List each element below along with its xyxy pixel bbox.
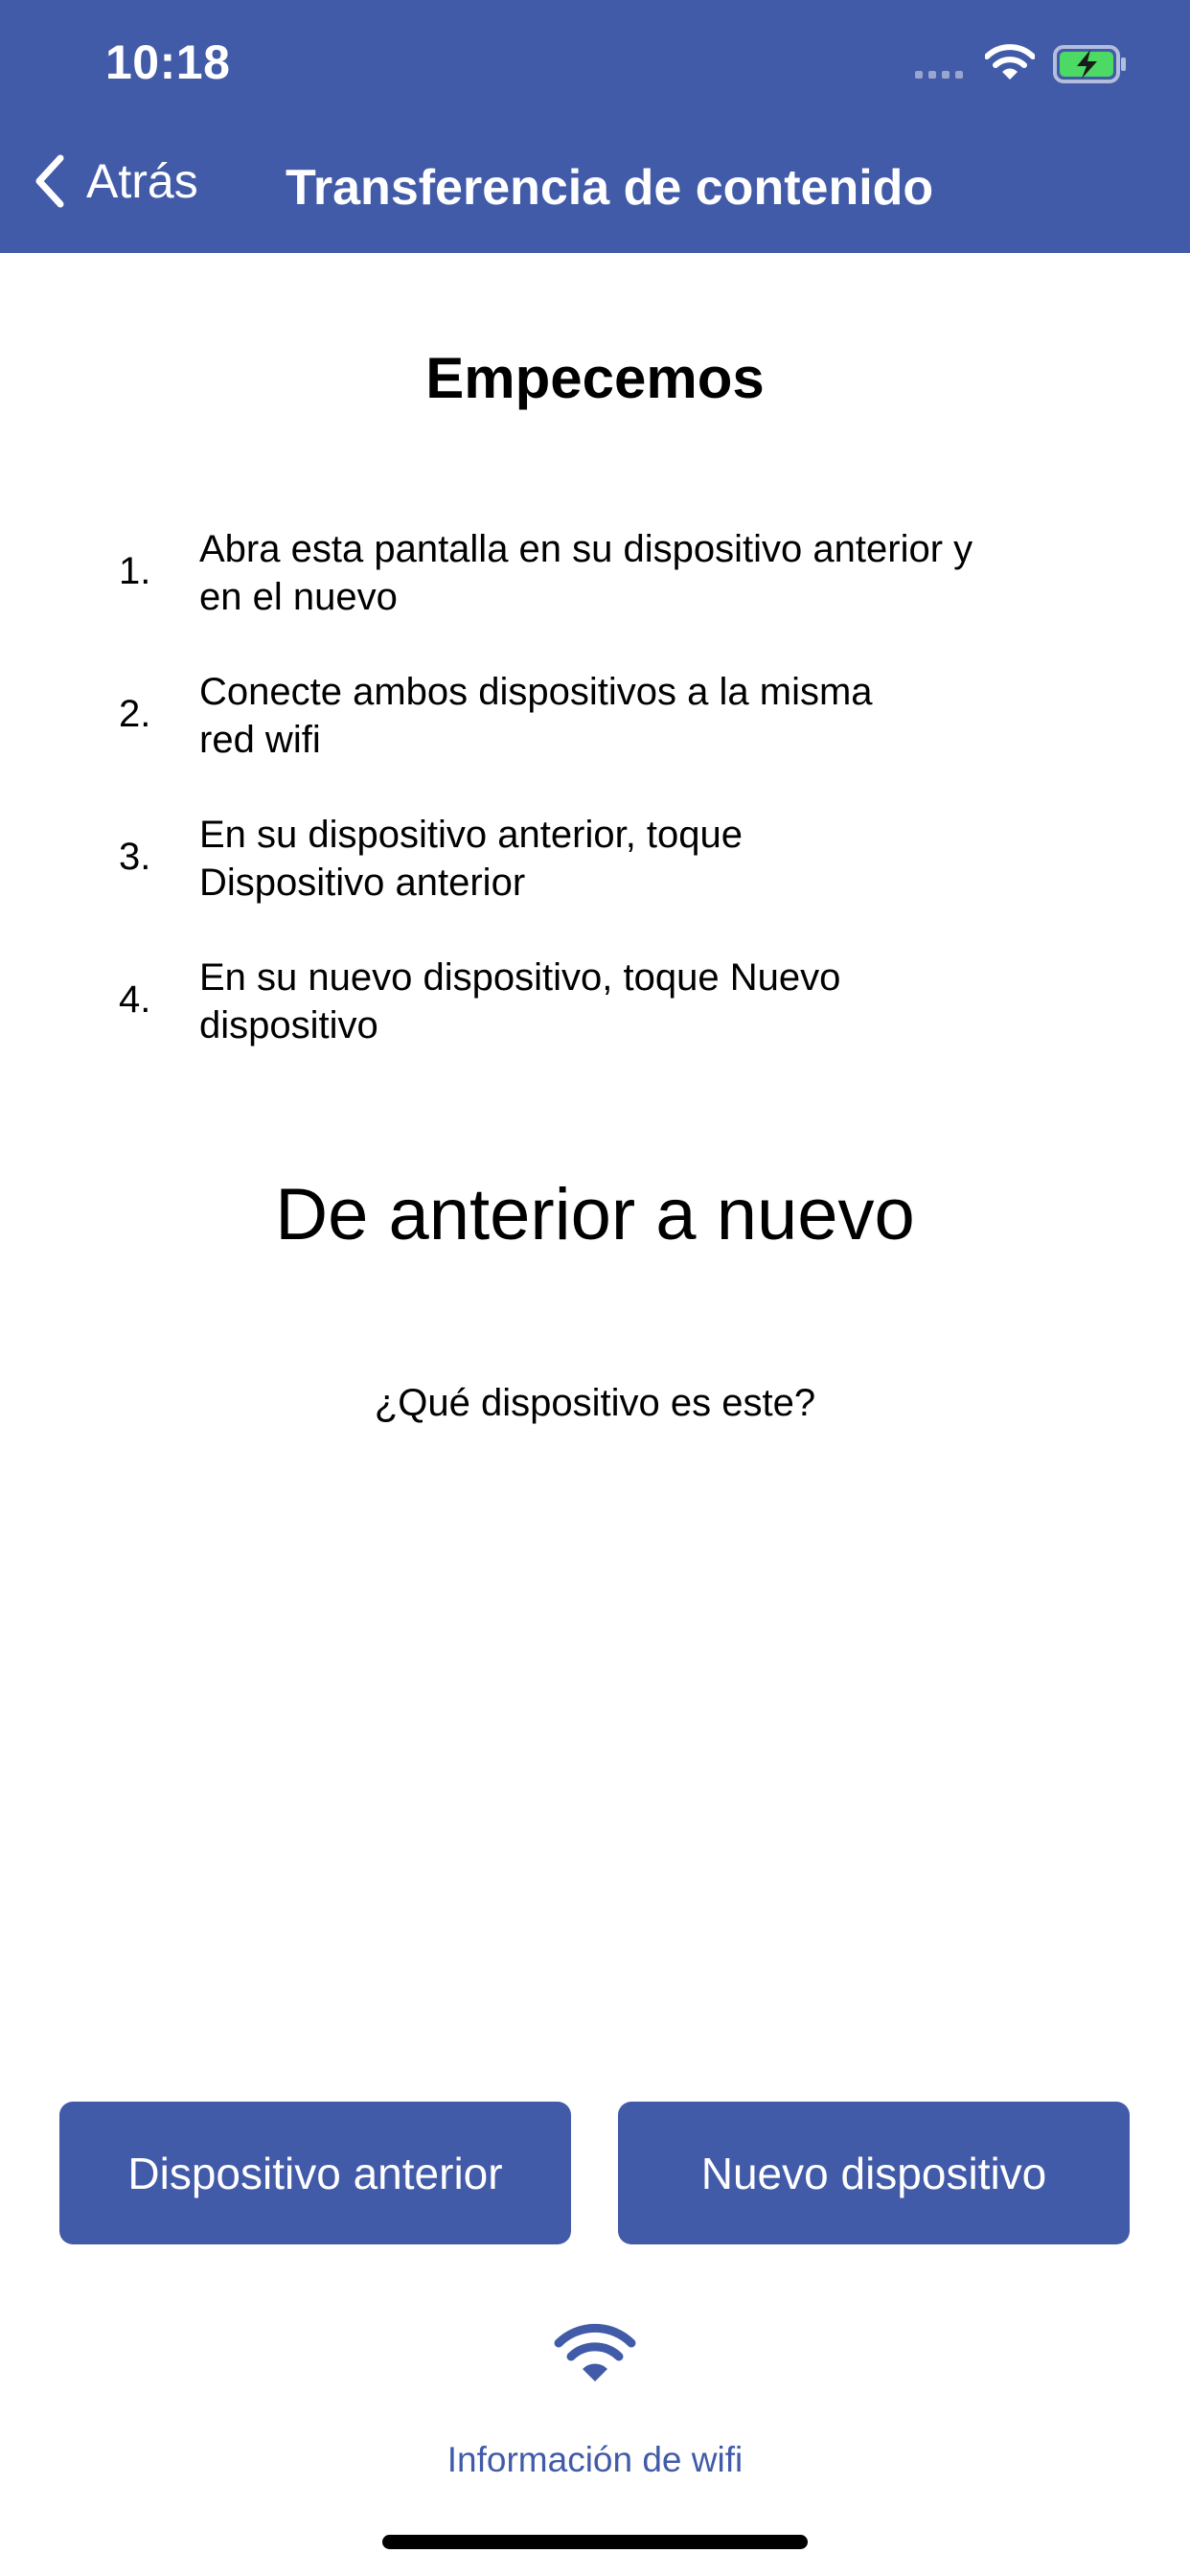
step-line: Conecte ambos dispositivos a la misma	[199, 671, 873, 713]
new-device-button[interactable]: Nuevo dispositivo	[618, 2102, 1130, 2244]
status-time: 10:18	[105, 35, 231, 89]
step-number: 1.	[119, 550, 151, 592]
intro-heading: Empecemos	[425, 346, 765, 410]
step-text	[199, 811, 1062, 907]
step-number: 2.	[119, 693, 151, 735]
wifi-icon[interactable]	[554, 2322, 636, 2383]
step-line: Abra esta pantalla en su dispositivo anterior y	[199, 528, 973, 570]
home-indicator[interactable]	[382, 2535, 808, 2549]
old-device-button[interactable]: Dispositivo anterior	[59, 2102, 571, 2244]
wifi-status-icon	[985, 43, 1035, 81]
nav-header	[0, 0, 1190, 253]
device-question: ¿Qué dispositivo es este?	[374, 1382, 816, 1424]
step-text	[199, 954, 1062, 1049]
back-button[interactable]	[34, 153, 198, 209]
step-line: en el nuevo	[199, 576, 398, 618]
cellular-signal-icon	[915, 71, 963, 79]
step-line: En su dispositivo anterior, toque	[199, 814, 744, 856]
step-number: 4.	[119, 978, 151, 1021]
step-text	[199, 525, 1062, 621]
chevron-left-icon	[34, 154, 65, 208]
step-line: Dispositivo anterior	[199, 862, 526, 904]
step-line: red wifi	[199, 719, 321, 761]
battery-charging-icon	[1052, 44, 1129, 84]
step-number: 3.	[119, 836, 151, 878]
step-text	[199, 668, 1062, 764]
back-label: Atrás	[86, 154, 198, 208]
wifi-info-link[interactable]: Información de wifi	[446, 2440, 744, 2479]
step-line: dispositivo	[199, 1004, 378, 1046]
transfer-heading: De anterior a nuevo	[275, 1174, 915, 1255]
step-line: En su nuevo dispositivo, toque Nuevo	[199, 956, 841, 999]
page-title: Transferencia de contenido	[286, 160, 934, 216]
